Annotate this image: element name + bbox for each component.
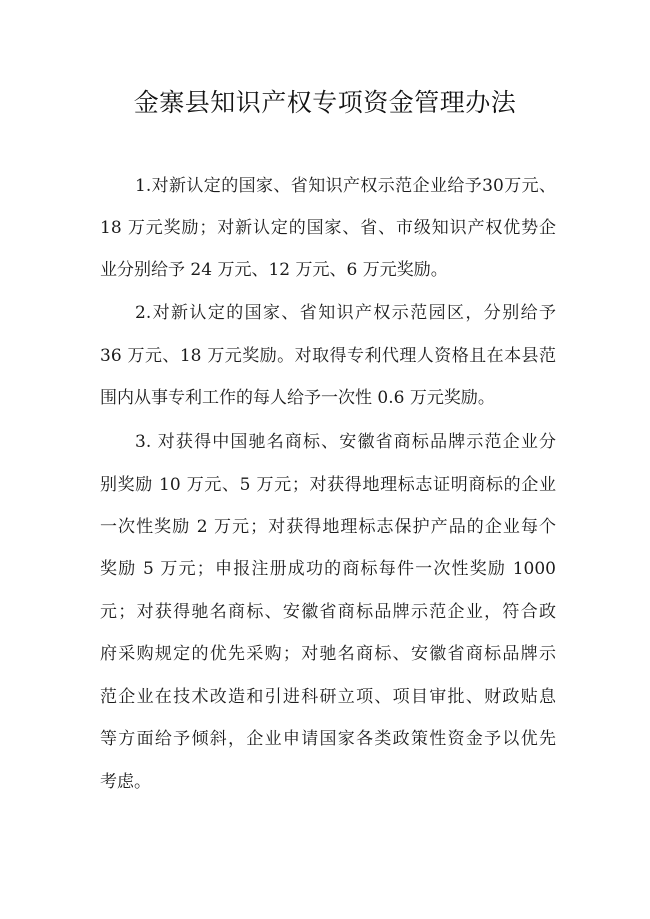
paragraph-line: 别奖励 10 万元、5 万元；对获得地理标志证明商标的企业 [100, 475, 556, 495]
paragraph-line: 一次性奖励 2 万元；对获得地理标志保护产品的企业每个 [100, 517, 556, 537]
paragraph-line: 府采购规定的优先采购；对驰名商标、安徽省商标品牌示 [100, 644, 556, 664]
paragraph-line: 1.对新认定的国家、省知识产权示范企业给予30万元、 [135, 176, 556, 196]
paragraph-line: 2.对新认定的国家、省知识产权示范园区，分别给予 [135, 303, 556, 323]
paragraph-line: 业分别给予 24 万元、12 万元、6 万元奖励。 [100, 260, 448, 280]
paragraph-line: 围内从事专利工作的每人给予一次性 0.6 万元奖励。 [100, 388, 495, 408]
paragraph-line: 考虑。 [100, 772, 151, 792]
paragraph-line: 奖励 5 万元；申报注册成功的商标每件一次性奖励 1000 [100, 559, 556, 579]
paragraph-line: 范企业在技术改造和引进科研立项、项目审批、财政贴息 [100, 687, 556, 707]
paragraph-line: 元；对获得驰名商标、安徽省商标品牌示范企业，符合政 [100, 602, 556, 622]
paragraph-line: 3. 对获得中国驰名商标、安徽省商标品牌示范企业分 [135, 432, 556, 452]
paragraph-line: 等方面给予倾斜，企业申请国家各类政策性资金予以优先 [100, 729, 556, 749]
paragraph-line: 36 万元、18 万元奖励。对取得专利代理人资格且在本县范 [100, 346, 556, 366]
paragraph-line: 18 万元奖励；对新认定的国家、省、市级知识产权优势企 [100, 218, 556, 238]
document-title: 金寨县知识产权专项资金管理办法 [133, 88, 517, 117]
